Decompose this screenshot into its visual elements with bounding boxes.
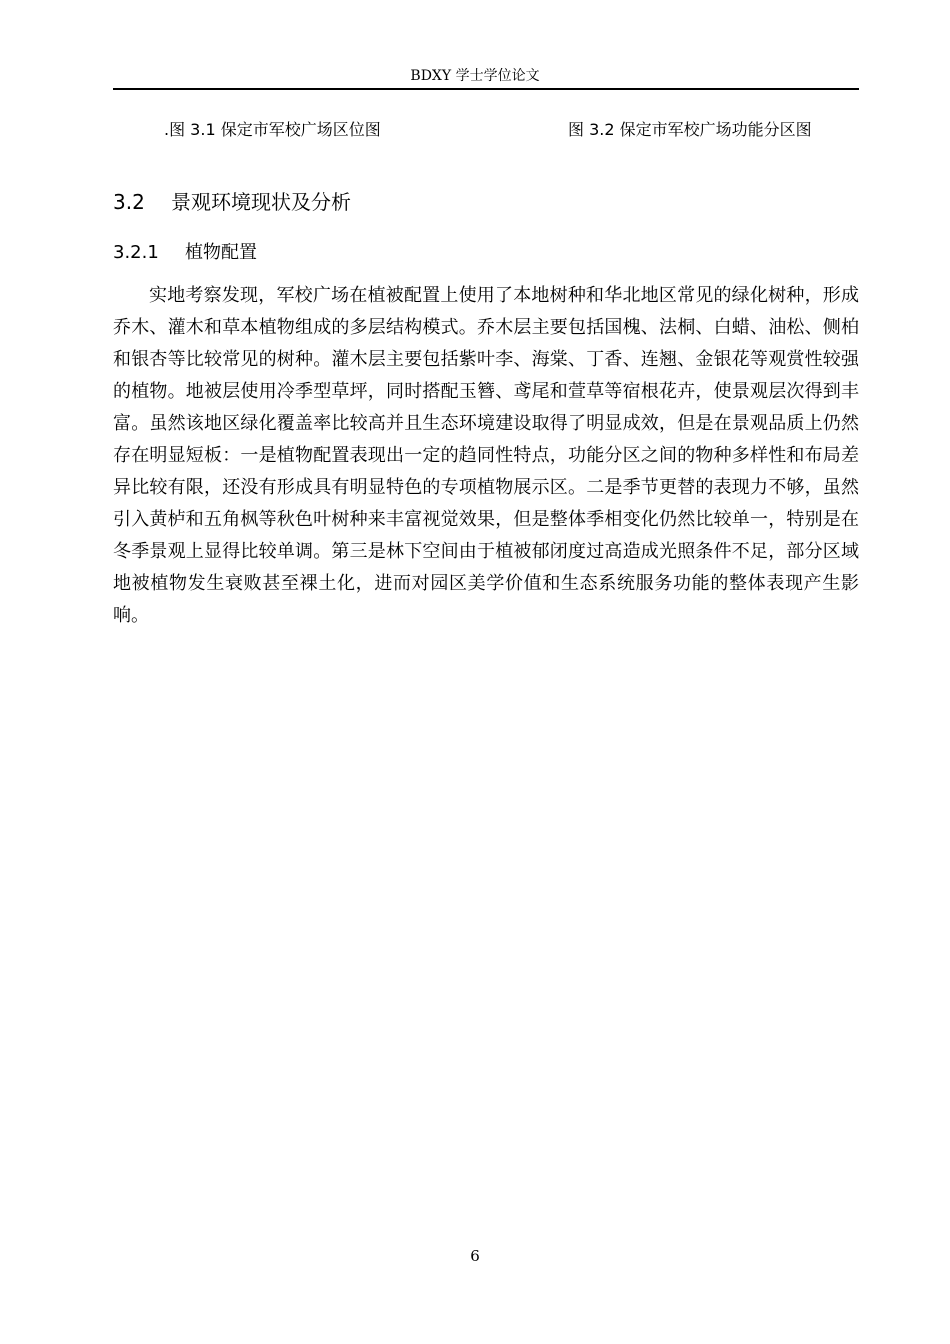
subsection-title: 植物配置 bbox=[185, 242, 257, 263]
subsection-heading bbox=[113, 240, 257, 266]
subsection-number: 3.2.1 bbox=[113, 242, 159, 263]
section-title: 景观环境现状及分析 bbox=[171, 190, 351, 214]
header-rule bbox=[113, 88, 859, 90]
body-paragraph: 实地考察发现，军校广场在植被配置上使用了本地树种和华北地区常见的绿化树种，形成乔木、灌木和草本植物组成的多层结构模式。乔木层主要包括国槐、法桐、白蜡、油松、侧柏和银杏等比较常见的树种。灌木层主要包括紫叶李、海棠、丁香、连翘、金银花等观赏性较强的植物。地被层使用冷季型草坪，同时搭配玉簪、鸢尾和萱草等宿根花卉，使景观层次得到丰富。虽然该地区绿化覆盖率比较高并且生态环境建设取得了明显成效，但是在景观品质上仍然存在明显短板：一是植物配置表现出一定的趋同性特点，功能分区之间的物种多样性和布局差异比较有限，还没有形成具有明显特色的专项植物展示区。二是季节更替的表现力不够，虽然引入黄栌和五角枫等秋色叶树种来丰富视觉效果，但是整体季相变化仍然比较单一，特别是在冬季景观上显得比较单调。第三是林下空间由于植被郁闭度过高造成光照条件不足，部分区域地被植物发生衰败甚至裸土化，进而对园区美学价值和生态系统服务功能的整体表现产生影响。 bbox=[113, 285, 859, 626]
section-heading bbox=[113, 188, 351, 216]
figure-caption-3-2: 图 3.2 保定市军校广场功能分区图 bbox=[568, 120, 812, 139]
page-number: 6 bbox=[470, 1247, 480, 1265]
section-number: 3.2 bbox=[113, 190, 145, 214]
running-header: BDXY 学士学位论文 bbox=[410, 68, 540, 84]
figure-caption-3-1: .图 3.1 保定市军校广场区位图 bbox=[164, 120, 381, 139]
